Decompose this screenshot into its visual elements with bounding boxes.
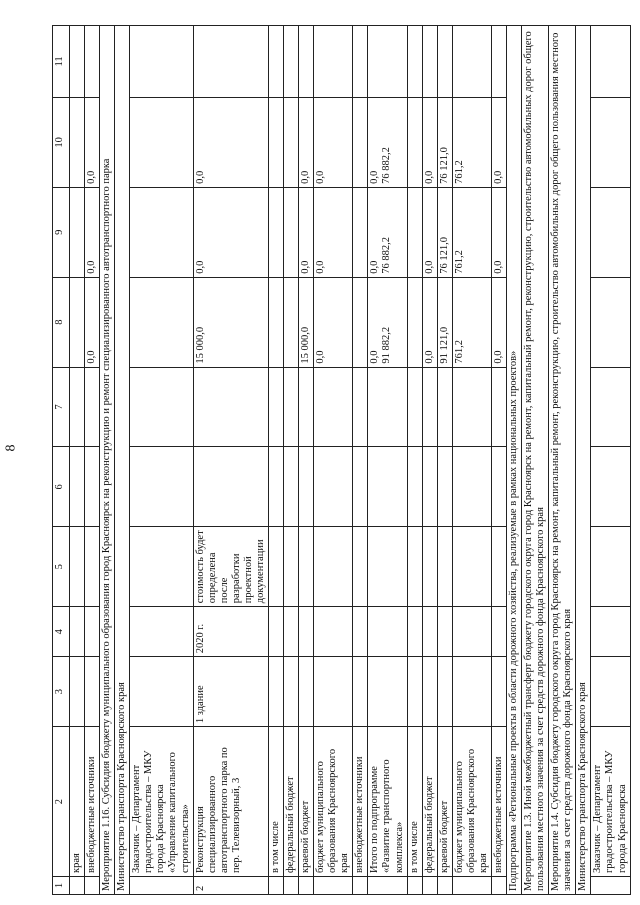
cell-col-7 [422, 367, 437, 447]
cell-col-3 [353, 657, 368, 727]
cell-col-5 [130, 527, 193, 607]
section-title: Мероприятие 1.4. Субсидия бюджету городского округа город Красноярск на ремонт, капитальный ремонт, реконструкцию, строительство автомобильных дорог общего пользования местного значения за счет средств дорожного фонда Красноярского края [549, 26, 576, 895]
cell-col-3 [407, 657, 422, 727]
cell-col-5 [85, 527, 100, 607]
cell-col-2: бюджет муниципального образования Красноярского края [314, 727, 353, 877]
cell-col-2: в том числе [268, 727, 283, 877]
cell-col-2: федеральный бюджет [284, 727, 299, 877]
section-title: Мероприятие 1.16. Субсидия бюджету муниципального образования город Красноярск на реконструкцию и ремонт специализированного автотранспортного парка [100, 26, 115, 895]
cell-col-7 [70, 367, 85, 447]
cell-col-10: 0,0 [422, 97, 437, 187]
cell-col-11 [268, 26, 283, 98]
cell-col-10: 0,0 [314, 97, 353, 187]
table-row [491, 26, 506, 895]
cell-col-2: внебюджетные источники [491, 727, 506, 877]
cell-col-7 [284, 367, 299, 447]
cell-col-10 [130, 97, 193, 187]
cell-col-3 [591, 657, 630, 727]
cell-col-2: Заказчик – Департамент градостроительства – МКУ города Красноярска [591, 727, 630, 877]
table-row [130, 26, 193, 895]
table-row [549, 26, 576, 895]
cell-col-3 [368, 657, 407, 727]
cell-col-7 [130, 367, 193, 447]
cell-col-3 [284, 657, 299, 727]
cell-col-5 [353, 527, 368, 607]
cell-col-3 [130, 657, 193, 727]
cell-col-2: краевой бюджет [437, 727, 452, 877]
page-number: 8 [3, 444, 19, 452]
cell-col-7 [85, 367, 100, 447]
cell-col-4 [452, 607, 491, 657]
cell-col-7 [437, 367, 452, 447]
cell-col-6 [70, 447, 85, 527]
cell-col-5 [452, 527, 491, 607]
cell-col-5 [437, 527, 452, 607]
column-header-4: 4 [53, 607, 70, 657]
cell-col-6 [314, 447, 353, 527]
cell-col-10: 0,0 [491, 97, 506, 187]
column-header-6: 6 [53, 447, 70, 527]
cell-col-11 [407, 26, 422, 98]
cell-col-8 [353, 277, 368, 367]
table-row [507, 26, 522, 895]
cell-col-11 [130, 26, 193, 98]
cell-col-9 [591, 187, 630, 277]
cell-col-6 [422, 447, 437, 527]
cell-col-5 [314, 527, 353, 607]
cell-col-4 [314, 607, 353, 657]
cell-col-3 [452, 657, 491, 727]
cell-col-10 [591, 97, 630, 187]
cell-col-7 [407, 367, 422, 447]
column-header-3: 3 [53, 657, 70, 727]
cell-col-3 [437, 657, 452, 727]
cell-col-5 [407, 527, 422, 607]
table-row [70, 26, 85, 895]
cell-col-4 [70, 607, 85, 657]
cell-col-8: 0,0 [491, 277, 506, 367]
cell-col-2: внебюджетные источники [85, 727, 100, 877]
cell-col-4 [591, 607, 630, 657]
cell-col-9: 761,2 [452, 187, 491, 277]
cell-col-3: 1 здание [193, 657, 268, 727]
cell-col-1 [407, 877, 422, 895]
cell-col-3 [314, 657, 353, 727]
cell-col-7 [314, 367, 353, 447]
cell-col-6 [368, 447, 407, 527]
cell-col-4 [299, 607, 314, 657]
cell-col-8 [130, 277, 193, 367]
cell-col-7 [591, 367, 630, 447]
cell-col-6 [491, 447, 506, 527]
cell-col-8: 0,0 [314, 277, 353, 367]
cell-col-3 [268, 657, 283, 727]
cell-col-4 [353, 607, 368, 657]
cell-col-7 [368, 367, 407, 447]
cell-col-9: 76 121,0 [437, 187, 452, 277]
table-row [437, 26, 452, 895]
cell-col-10: 0,0 [193, 97, 268, 187]
cell-col-1 [452, 877, 491, 895]
cell-col-9: 0,0 76 882,2 [368, 187, 407, 277]
cell-col-4 [437, 607, 452, 657]
cell-col-1 [422, 877, 437, 895]
cell-col-2: федеральный бюджет [422, 727, 437, 877]
column-header-8: 8 [53, 277, 70, 367]
cell-col-11 [85, 26, 100, 98]
cell-col-8: 0,0 91 882,2 [368, 277, 407, 367]
cell-col-2: бюджет муниципального образования Красноярского края [452, 727, 491, 877]
cell-col-11 [491, 26, 506, 98]
cell-col-7 [353, 367, 368, 447]
cell-col-1 [591, 877, 630, 895]
table-row [115, 26, 130, 895]
cell-col-8: 91 121,0 [437, 277, 452, 367]
cell-col-8 [407, 277, 422, 367]
cell-col-6 [130, 447, 193, 527]
cell-col-3 [491, 657, 506, 727]
cell-col-1 [353, 877, 368, 895]
rotated-table-area [52, 25, 628, 895]
cell-col-2: Реконструкция специализированного автотранспортного парка по пер. Телевизорный, 3 [193, 727, 268, 877]
table-row [452, 26, 491, 895]
cell-col-2: края [70, 727, 85, 877]
cell-col-1 [299, 877, 314, 895]
cell-col-6 [591, 447, 630, 527]
column-header-11: 11 [53, 26, 70, 98]
cell-col-8 [70, 277, 85, 367]
table-row [284, 26, 299, 895]
cell-col-9: 0,0 [85, 187, 100, 277]
cell-col-10 [268, 97, 283, 187]
cell-col-2: краевой бюджет [299, 727, 314, 877]
cell-col-9: 0,0 [491, 187, 506, 277]
cell-col-1 [85, 877, 100, 895]
cell-col-9: 0,0 [422, 187, 437, 277]
cell-col-4 [85, 607, 100, 657]
cell-col-6 [193, 447, 268, 527]
cell-col-5 [299, 527, 314, 607]
cell-col-4: 2020 г. [193, 607, 268, 657]
table-row [576, 26, 591, 895]
cell-col-4 [407, 607, 422, 657]
column-header-7: 7 [53, 367, 70, 447]
cell-col-9 [130, 187, 193, 277]
cell-col-5 [268, 527, 283, 607]
cell-col-5 [368, 527, 407, 607]
table-row [422, 26, 437, 895]
cell-col-10: 76 121,0 [437, 97, 452, 187]
cell-col-1 [368, 877, 407, 895]
cell-col-4 [284, 607, 299, 657]
table-row [591, 26, 630, 895]
table-row [299, 26, 314, 895]
column-header-9: 9 [53, 187, 70, 277]
cell-col-7 [452, 367, 491, 447]
cell-col-9 [407, 187, 422, 277]
cell-col-2: в том числе [407, 727, 422, 877]
cell-col-10: 761,2 [452, 97, 491, 187]
cell-col-5 [422, 527, 437, 607]
cell-col-6 [284, 447, 299, 527]
cell-col-7 [299, 367, 314, 447]
cell-col-8: 15 000,0 [193, 277, 268, 367]
cell-col-7 [268, 367, 283, 447]
cell-col-11 [193, 26, 268, 98]
cell-col-9 [353, 187, 368, 277]
cell-col-5 [491, 527, 506, 607]
cell-col-4 [268, 607, 283, 657]
cell-col-7 [491, 367, 506, 447]
cell-col-4 [422, 607, 437, 657]
cell-col-9 [268, 187, 283, 277]
cell-col-10: 0,0 [85, 97, 100, 187]
cell-col-11 [368, 26, 407, 98]
column-header-2: 2 [53, 727, 70, 877]
table-row [314, 26, 353, 895]
cell-col-6 [452, 447, 491, 527]
cell-col-3 [422, 657, 437, 727]
column-header-1: 1 [53, 877, 70, 895]
cell-col-10 [284, 97, 299, 187]
table-row [522, 26, 549, 895]
cell-col-8: 761,2 [452, 277, 491, 367]
cell-col-1 [130, 877, 193, 895]
column-header-10: 10 [53, 97, 70, 187]
column-header-5: 5 [53, 527, 70, 607]
cell-col-5 [591, 527, 630, 607]
table-row [268, 26, 283, 895]
cell-col-1 [268, 877, 283, 895]
cell-col-2: внебюджетные источники [353, 727, 368, 877]
cell-col-11 [452, 26, 491, 98]
cell-col-3 [85, 657, 100, 727]
table-row [407, 26, 422, 895]
section-title: Подпрограмма «Региональные проекты в области дорожного хозяйства, реализуемые в рамках национальных проектов» [507, 26, 522, 895]
cell-col-1 [437, 877, 452, 895]
cell-col-1 [491, 877, 506, 895]
cell-col-1: 2 [193, 877, 268, 895]
cell-col-11 [591, 26, 630, 98]
table-row [100, 26, 115, 895]
cell-col-11 [422, 26, 437, 98]
cell-col-10: 0,0 76 882,2 [368, 97, 407, 187]
cell-col-8: 0,0 [422, 277, 437, 367]
cell-col-6 [437, 447, 452, 527]
cell-col-11 [437, 26, 452, 98]
cell-col-8 [284, 277, 299, 367]
cell-col-5 [284, 527, 299, 607]
cell-col-4 [491, 607, 506, 657]
cell-col-6 [268, 447, 283, 527]
table-row [85, 26, 100, 895]
cell-col-8: 15 000,0 [299, 277, 314, 367]
cell-col-3 [70, 657, 85, 727]
cell-col-9: 0,0 [299, 187, 314, 277]
cell-col-1 [284, 877, 299, 895]
cell-col-2: Заказчик – Департамент градостроительства – МКУ города Красноярска «Управление капитального строительства» [130, 727, 193, 877]
budget-table [52, 25, 631, 895]
cell-col-1 [70, 877, 85, 895]
cell-col-4 [130, 607, 193, 657]
table-row [353, 26, 368, 895]
section-title: Мероприятие 1.3. Иной межбюджетный трансферт бюджету городского округа город Красноярск на ремонт, капитальный ремонт, реконструкцию, строительство автомобильных дорог общего пользования местного значения за счет средств дорожного фонда Красноярского края [522, 26, 549, 895]
section-title: Министерство транспорта Красноярского края [115, 26, 130, 895]
cell-col-8 [268, 277, 283, 367]
cell-col-10 [353, 97, 368, 187]
cell-col-5 [70, 527, 85, 607]
cell-col-10 [70, 97, 85, 187]
header-row [53, 26, 70, 895]
cell-col-11 [70, 26, 85, 98]
section-title: Министерство транспорта Красноярского края [576, 26, 591, 895]
cell-col-6 [353, 447, 368, 527]
cell-col-6 [299, 447, 314, 527]
cell-col-6 [85, 447, 100, 527]
cell-col-3 [299, 657, 314, 727]
cell-col-10 [407, 97, 422, 187]
cell-col-11 [299, 26, 314, 98]
cell-col-1 [314, 877, 353, 895]
cell-col-6 [407, 447, 422, 527]
cell-col-11 [284, 26, 299, 98]
cell-col-9 [284, 187, 299, 277]
cell-col-4 [368, 607, 407, 657]
cell-col-9: 0,0 [193, 187, 268, 277]
table-row [368, 26, 407, 895]
table-row [193, 26, 268, 895]
cell-col-5: стоимость будет определена после разработки проектной документации [193, 527, 268, 607]
cell-col-11 [353, 26, 368, 98]
cell-col-2: Итого по подпрограмме «Развитие транспортного комплекса» [368, 727, 407, 877]
cell-col-10: 0,0 [299, 97, 314, 187]
cell-col-11 [314, 26, 353, 98]
cell-col-8 [591, 277, 630, 367]
cell-col-9: 0,0 [314, 187, 353, 277]
cell-col-9 [70, 187, 85, 277]
cell-col-8: 0,0 [85, 277, 100, 367]
table-body [70, 26, 631, 895]
cell-col-7 [193, 367, 268, 447]
